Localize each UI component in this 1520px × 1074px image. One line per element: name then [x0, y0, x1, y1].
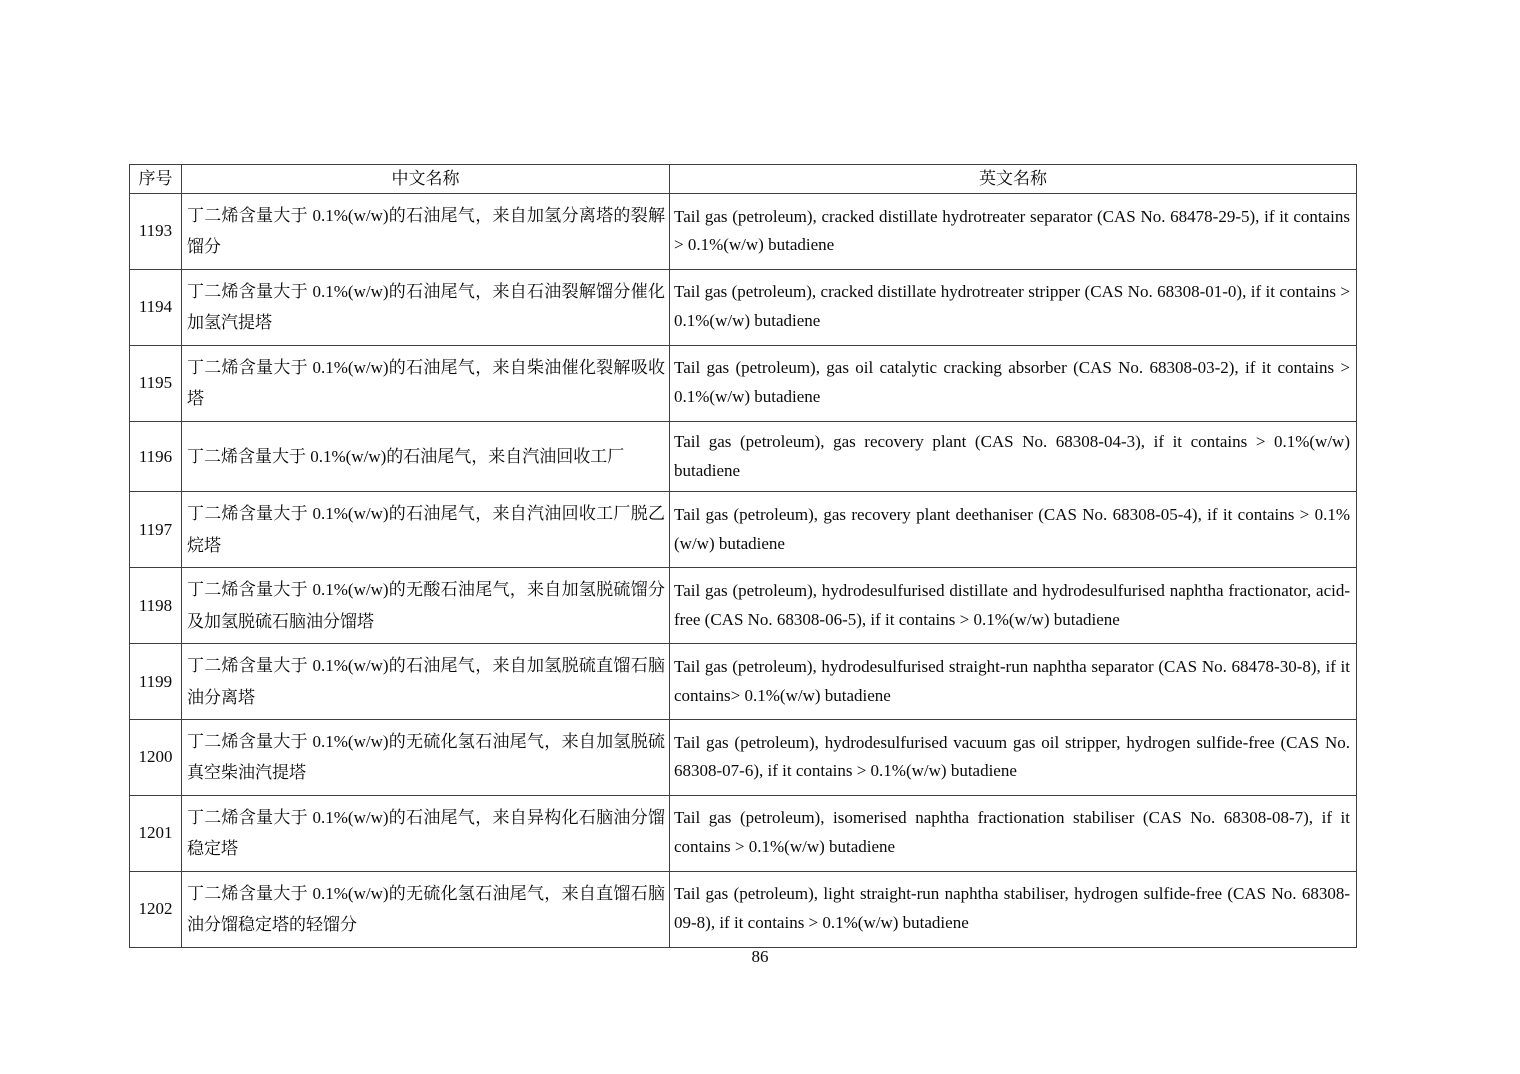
english-name-cell: Tail gas (petroleum), hydrodesulfurised distillate and hydrodesulfurised naphtha fractionator, acid-free (CAS No. 68308-06-5), if it contains > 0.1%(w/w) butadiene: [670, 568, 1357, 644]
row-index: 1199: [130, 644, 182, 720]
english-name-cell: Tail gas (petroleum), hydrodesulfurised vacuum gas oil stripper, hydrogen sulfide-free (CAS No. 68308-07-6), if it contains > 0.1%(w/w) butadiene: [670, 720, 1357, 796]
chinese-name-cell: 丁二烯含量大于 0.1%(w/w)的石油尾气，来自柴油催化裂解吸收塔: [182, 345, 670, 421]
chinese-name-cell: 丁二烯含量大于 0.1%(w/w)的石油尾气，来自异构化石脑油分馏稳定塔: [182, 795, 670, 871]
row-index: 1200: [130, 720, 182, 796]
row-index: 1194: [130, 269, 182, 345]
english-name-cell: Tail gas (petroleum), gas oil catalytic cracking absorber (CAS No. 68308-03-2), if it contains > 0.1%(w/w) butadiene: [670, 345, 1357, 421]
english-name-cell: Tail gas (petroleum), cracked distillate hydrotreater stripper (CAS No. 68308-01-0), if it contains > 0.1%(w/w) butadiene: [670, 269, 1357, 345]
chinese-name-cell: 丁二烯含量大于 0.1%(w/w)的石油尾气，来自汽油回收工厂: [182, 421, 670, 492]
chinese-name-cell: 丁二烯含量大于 0.1%(w/w)的石油尾气，来自加氢分离塔的裂解馏分: [182, 194, 670, 270]
header-english-name: 英文名称: [670, 165, 1357, 194]
table-row: [130, 720, 1357, 796]
row-index: 1197: [130, 492, 182, 568]
chinese-name-cell: 丁二烯含量大于 0.1%(w/w)的石油尾气，来自加氢脱硫直馏石脑油分离塔: [182, 644, 670, 720]
chinese-name-cell: 丁二烯含量大于 0.1%(w/w)的无硫化氢石油尾气，来自加氢脱硫真空柴油汽提塔: [182, 720, 670, 796]
chinese-name-cell: 丁二烯含量大于 0.1%(w/w)的无酸石油尾气，来自加氢脱硫馏分及加氢脱硫石脑油分馏塔: [182, 568, 670, 644]
english-name-cell: Tail gas (petroleum), cracked distillate hydrotreater separator (CAS No. 68478-29-5), if it contains > 0.1%(w/w) butadiene: [670, 194, 1357, 270]
english-name-cell: Tail gas (petroleum), hydrodesulfurised straight-run naphtha separator (CAS No. 68478-30-8), if it contains> 0.1%(w/w) butadiene: [670, 644, 1357, 720]
table-row: [130, 568, 1357, 644]
row-index: 1193: [130, 194, 182, 270]
table-row: [130, 795, 1357, 871]
english-name-cell: Tail gas (petroleum), light straight-run naphtha stabiliser, hydrogen sulfide-free (CAS No. 68308-09-8), if it contains > 0.1%(w/w) butadiene: [670, 871, 1357, 947]
header-chinese-name: 中文名称: [182, 165, 670, 194]
table-row: [130, 421, 1357, 492]
table-row: [130, 644, 1357, 720]
english-name-cell: Tail gas (petroleum), isomerised naphtha fractionation stabiliser (CAS No. 68308-08-7), if it contains > 0.1%(w/w) butadiene: [670, 795, 1357, 871]
table-header-row: [130, 165, 1357, 194]
table-row: [130, 269, 1357, 345]
chemicals-table: [129, 164, 1357, 948]
row-index: 1198: [130, 568, 182, 644]
table-row: [130, 194, 1357, 270]
table-row: [130, 345, 1357, 421]
chinese-name-cell: 丁二烯含量大于 0.1%(w/w)的无硫化氢石油尾气，来自直馏石脑油分馏稳定塔的轻馏分: [182, 871, 670, 947]
row-index: 1202: [130, 871, 182, 947]
table-row: [130, 492, 1357, 568]
table-row: [130, 871, 1357, 947]
row-index: 1195: [130, 345, 182, 421]
page-number: 86: [751, 947, 769, 966]
header-index: 序号: [130, 165, 182, 194]
english-name-cell: Tail gas (petroleum), gas recovery plant deethaniser (CAS No. 68308-05-4), if it contains > 0.1%(w/w) butadiene: [670, 492, 1357, 568]
english-name-cell: Tail gas (petroleum), gas recovery plant (CAS No. 68308-04-3), if it contains > 0.1%(w/w) butadiene: [670, 421, 1357, 492]
chinese-name-cell: 丁二烯含量大于 0.1%(w/w)的石油尾气，来自汽油回收工厂脱乙烷塔: [182, 492, 670, 568]
chinese-name-cell: 丁二烯含量大于 0.1%(w/w)的石油尾气，来自石油裂解馏分催化加氢汽提塔: [182, 269, 670, 345]
row-index: 1196: [130, 421, 182, 492]
row-index: 1201: [130, 795, 182, 871]
